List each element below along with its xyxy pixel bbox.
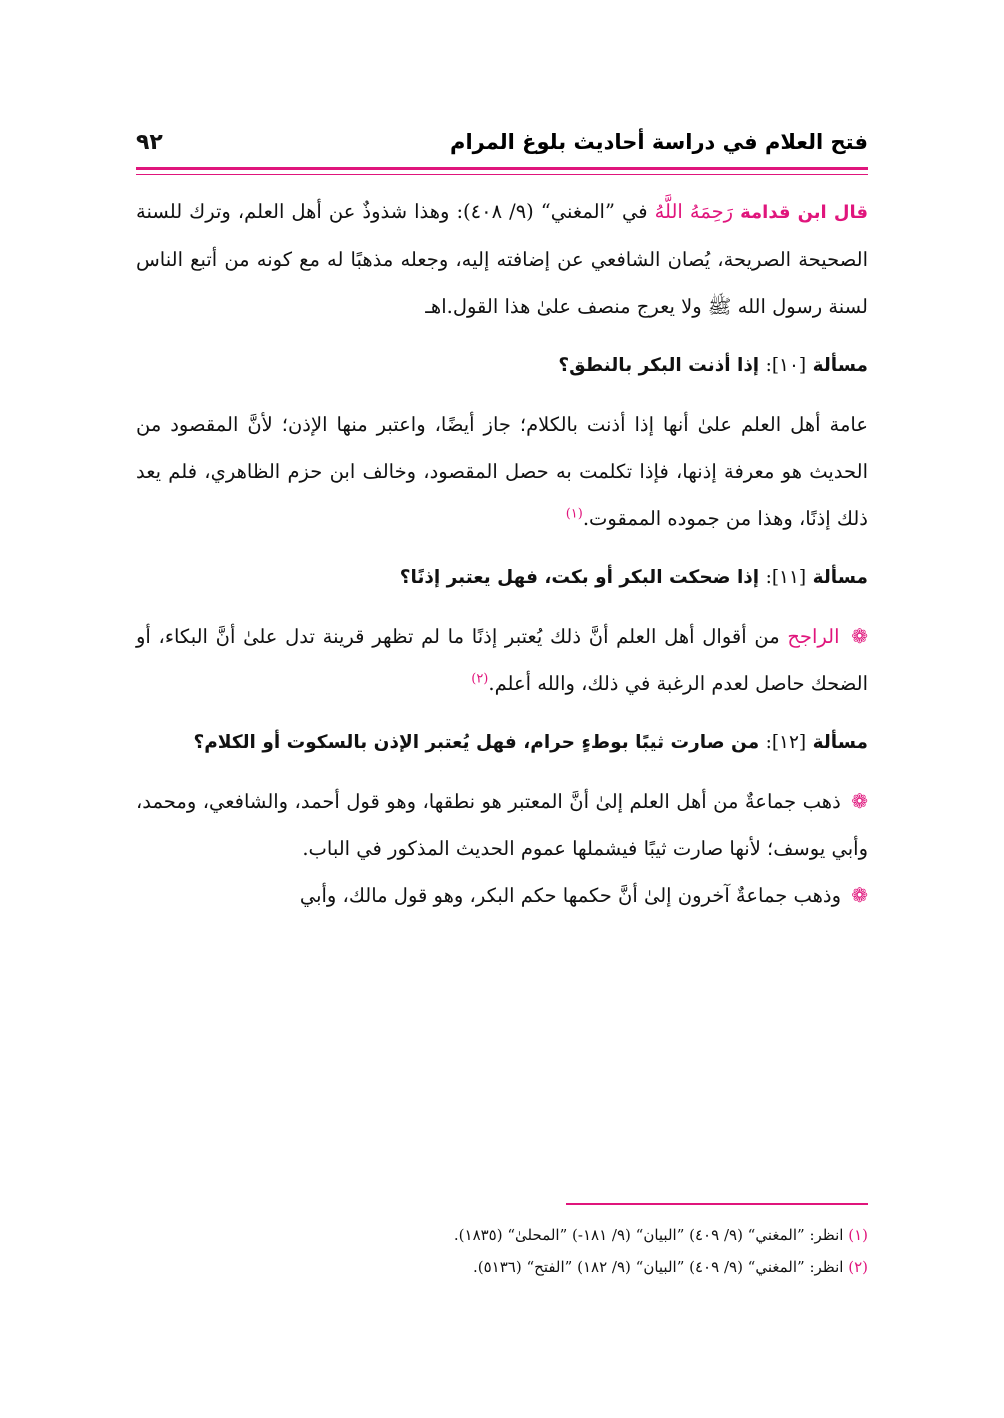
footnotes bbox=[136, 1219, 868, 1283]
paragraph-12-b bbox=[136, 872, 868, 919]
issue-number: [١١]: bbox=[765, 567, 807, 588]
footnote-ref-1[interactable]: (١) bbox=[565, 506, 583, 522]
issue-title: إذا ضحكت البكر أو بكت، فهل يعتبر إذنًا؟ bbox=[399, 567, 766, 588]
honorific: رَحِمَهُ اللَّهُ bbox=[654, 200, 734, 223]
issue-heading-11 bbox=[136, 554, 868, 601]
footnote-separator bbox=[566, 1203, 868, 1205]
paragraph-text: ذهب جماعةٌ من أهل العلم إلىٰ أنَّ المعتبر هو نطقها، وهو قول أحمد، والشافعي، ومحمد، وأبي يوسف؛ لأنها صارت ثيبًا فيشملها عموم الحديث المذكور في الباب. bbox=[136, 790, 868, 860]
quote-text: في ”المغني“ (٩/ ٤٠٨): وهذا شذوذٌ عن أهل العلم، وترك للسنة الصحيحة الصريحة، يُصان الشافعي عن إضافته إليه، وجعله مذهبًا له مع كونه من أتبع الناس لسنة رسول الله ﷺ ولا يعرج منصف علىٰ هذا القول.اهـ bbox=[136, 200, 868, 318]
issue-heading-10 bbox=[136, 342, 868, 389]
paragraph-text: من أقوال أهل العلم أنَّ ذلك يُعتبر إذنًا ما لم تظهر قرينة تدل علىٰ أنَّ البكاء، أو الضحك حاصل لعدم الرغبة في ذلك، والله أعلم. bbox=[136, 625, 868, 695]
page-body bbox=[136, 188, 868, 919]
quote-paragraph bbox=[136, 188, 868, 330]
header-rule-thick bbox=[136, 167, 868, 170]
paragraph-11 bbox=[136, 613, 868, 707]
flower-ornament-icon: ❁ bbox=[851, 883, 868, 907]
flower-ornament-icon: ❁ bbox=[851, 789, 868, 813]
flower-ornament-icon: ❁ bbox=[851, 624, 868, 648]
issue-heading-12 bbox=[136, 719, 868, 766]
footnote-1 bbox=[136, 1219, 868, 1251]
preferred-keyword: الراجح bbox=[787, 625, 840, 648]
paragraph-10 bbox=[136, 401, 868, 542]
page-number: ٩٢ bbox=[136, 130, 163, 155]
issue-title: إذا أذنت البكر بالنطق؟ bbox=[558, 355, 766, 376]
issue-label: مسألة bbox=[812, 355, 868, 376]
header-rule-thin bbox=[136, 174, 868, 175]
paragraph-12-a bbox=[136, 778, 868, 872]
issue-label: مسألة bbox=[812, 567, 868, 588]
footnote-number: (٢) bbox=[848, 1258, 868, 1276]
footnote-text: انظر: ”المغني“ (٩/ ٤٠٩) ”البيان“ (٩/ ١٨٢) ”الفتح“ (٥١٣٦). bbox=[472, 1258, 849, 1276]
issue-title: من صارت ثيبًا بوطءٍ حرام، فهل يُعتبر الإذن بالسكوت أو الكلام؟ bbox=[193, 732, 766, 753]
footnote-2 bbox=[136, 1251, 868, 1283]
footnote-text: انظر: ”المغني“ (٩/ ٤٠٩) ”البيان“ (٩/ ١٨١-) ”المحلىٰ“ (١٨٣٥). bbox=[453, 1226, 849, 1244]
footnote-number: (١) bbox=[848, 1226, 868, 1244]
author-name: قال ابن قدامة bbox=[740, 202, 868, 223]
issue-number: [١٠]: bbox=[765, 355, 807, 376]
paragraph-text: وذهب جماعةٌ آخرون إلىٰ أنَّ حكمها حكم البكر، وهو قول مالك، وأبي bbox=[299, 884, 842, 907]
paragraph-text: عامة أهل العلم علىٰ أنها إذا أذنت بالكلام؛ جاز أيضًا، واعتبر منها الإذن؛ لأنَّ المقصود من الحديث هو معرفة إذنها، فإذا تكلمت به حصل المقصود، وخالف ابن حزم الظاهري، فلم يعد ذلك إذنًا، وهذا من جموده الممقوت. bbox=[136, 413, 868, 530]
footnote-ref-2[interactable]: (٢) bbox=[471, 671, 489, 687]
issue-label: مسألة bbox=[812, 732, 868, 753]
issue-number: [١٢]: bbox=[765, 732, 807, 753]
page-header bbox=[136, 128, 868, 168]
running-title: فتح العلام في دراسة أحاديث بلوغ المرام bbox=[450, 130, 868, 154]
